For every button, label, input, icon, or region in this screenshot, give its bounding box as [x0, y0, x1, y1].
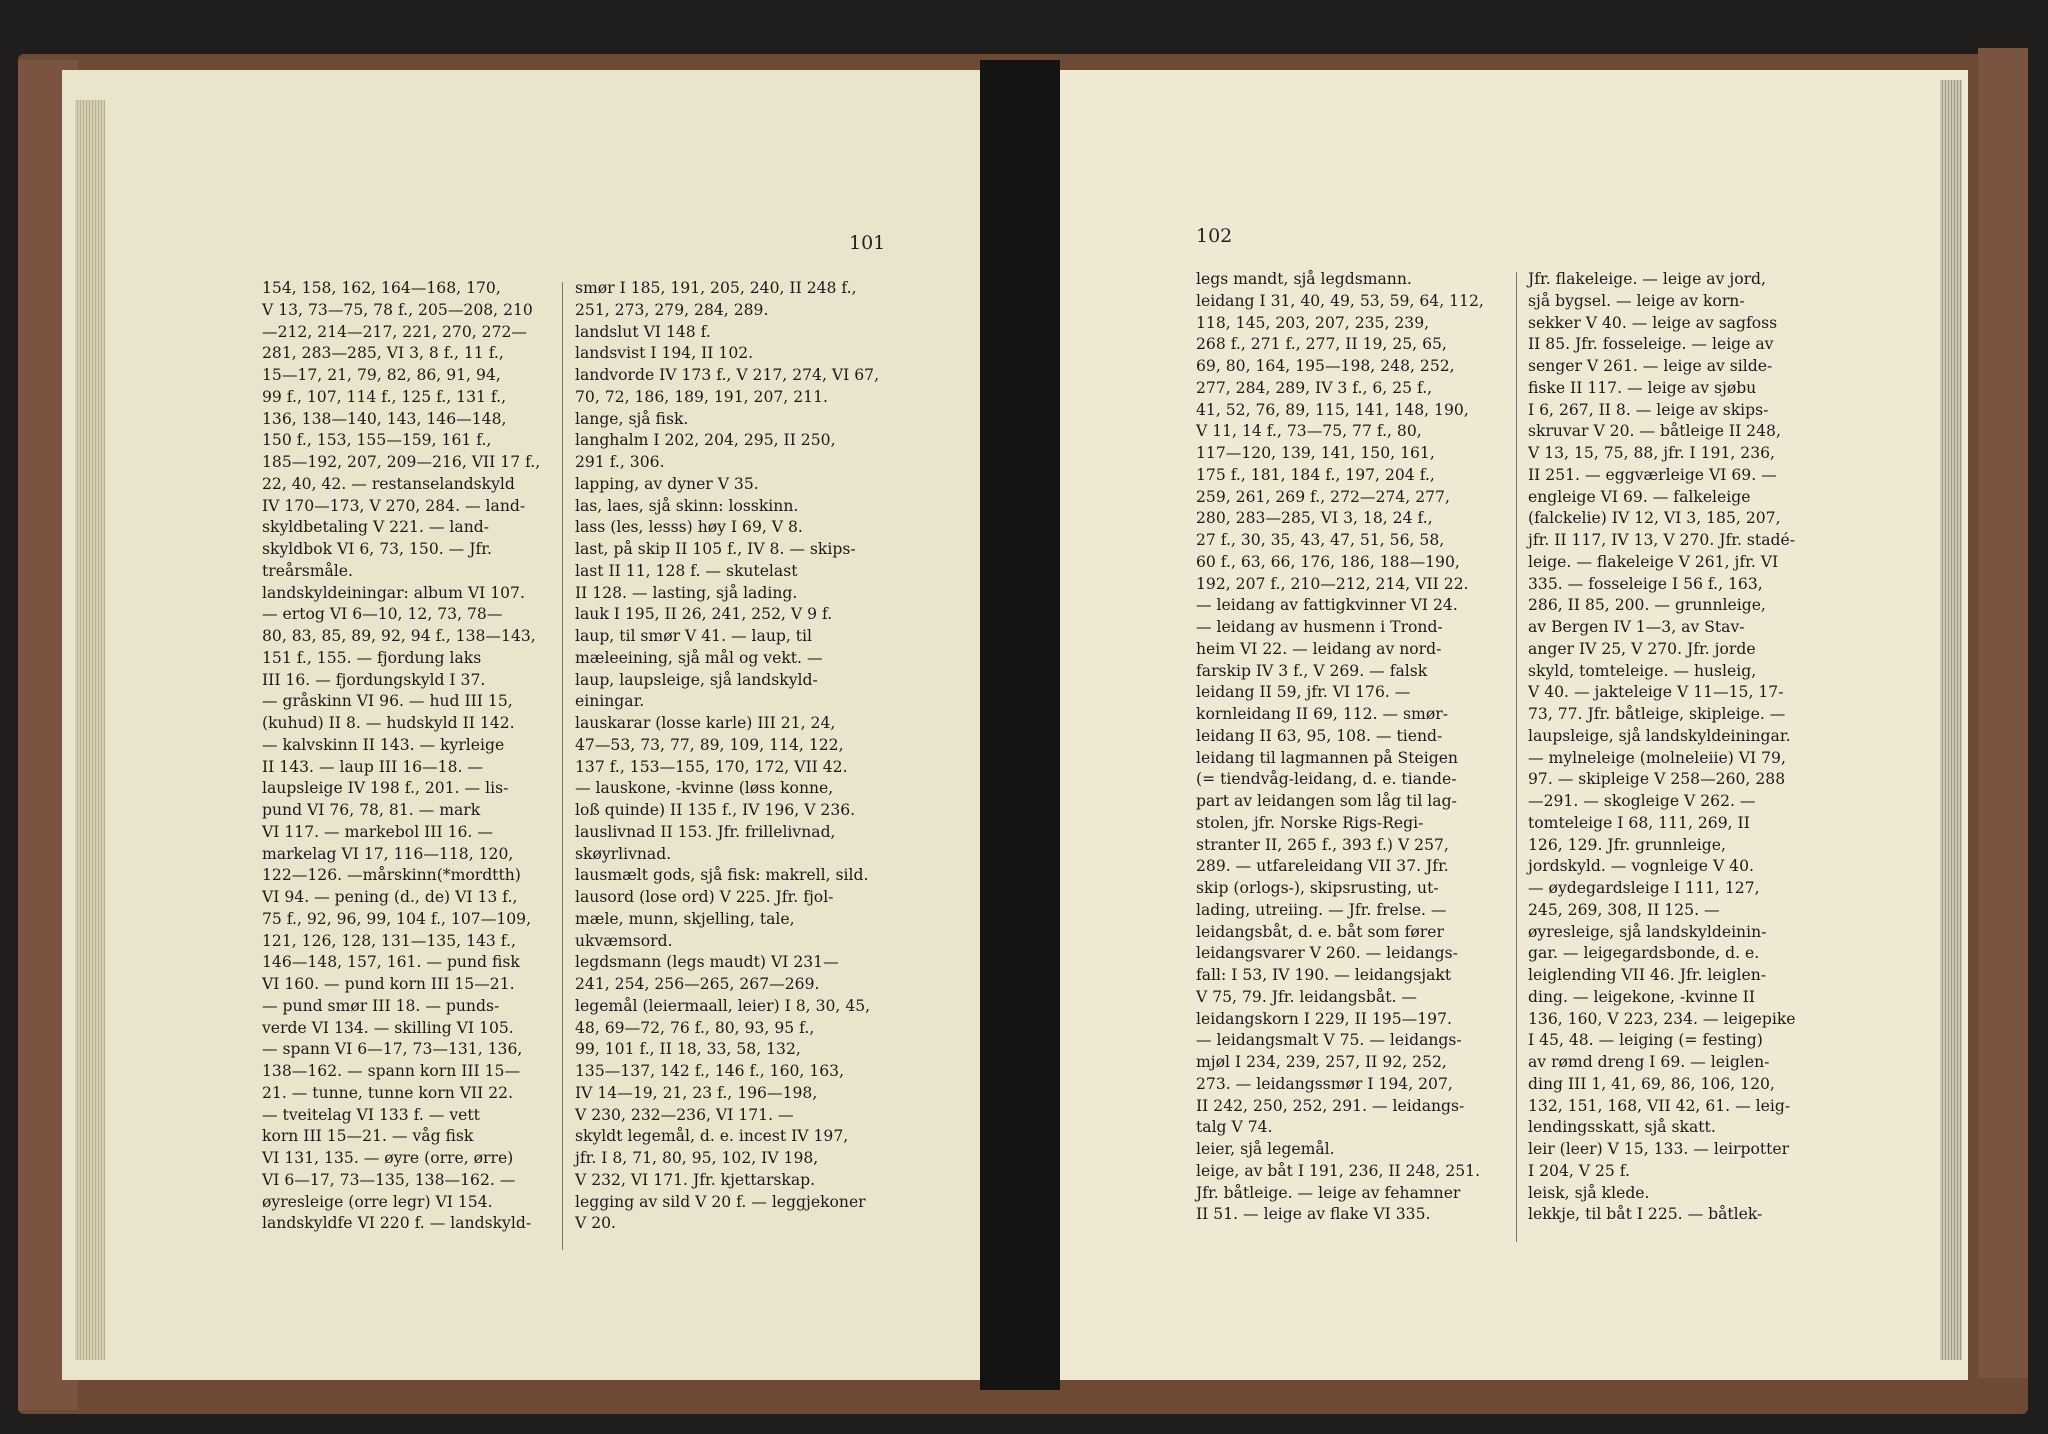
text-line: 73, 77. Jfr. båtleige, skipleige. —: [1528, 705, 1786, 723]
text-line: (= tiendvåg-leidang, d. e. tiande-: [1196, 770, 1457, 789]
text-line: 41, 52, 76, 89, 115, 141, 148, 190,: [1196, 400, 1469, 419]
text-line: anger IV 25, V 270. Jfr. jorde: [1528, 639, 1756, 658]
text-line: 281, 283—285, VI 3, 8 f., 11 f.,: [262, 344, 504, 363]
text-line: heim VI 22. — leidang av nord-: [1196, 639, 1442, 658]
text-line: 277, 284, 289, IV 3 f., 6, 25 f.,: [1196, 378, 1433, 397]
text-line: legs mandt, sjå legdsmann.: [1196, 270, 1412, 288]
text-line: leier, sjå legemål.: [1196, 1140, 1335, 1158]
text-line: II 143. — laup III 16—18. —: [262, 757, 483, 776]
text-line: jfr. II 117, IV 13, V 270. Jfr. stadé-: [1528, 531, 1795, 549]
text-line: 241, 254, 256—265, 267—269.: [575, 975, 820, 993]
text-line: smør I 185, 191, 205, 240, II 248 f.,: [575, 279, 857, 297]
text-line: 75 f., 92, 96, 99, 104 f., 107—109,: [262, 909, 532, 928]
text-line: leiglending VII 46. Jfr. leiglen-: [1528, 966, 1767, 984]
text-line: leidang I 31, 40, 49, 53, 59, 64, 112,: [1196, 291, 1484, 310]
text-line: V 40. — jakteleige V 11—15, 17-: [1528, 683, 1784, 702]
text-line: mæle, munn, skjelling, tale,: [575, 909, 795, 928]
text-line: fall: I 53, IV 190. — leidangsjakt: [1196, 966, 1452, 984]
page-number-right: 102: [1196, 225, 1233, 247]
text-line: ding III 1, 41, 69, 86, 106, 120,: [1528, 1074, 1775, 1093]
text-line: 22, 40, 42. — restanselandskyld: [262, 474, 515, 493]
text-line: 138—162. — spann korn III 15—: [262, 1062, 521, 1080]
text-line: I 6, 267, II 8. — leige av skips-: [1528, 400, 1769, 419]
text-line: skyldt legemål, d. e. incest IV 197,: [575, 1127, 849, 1146]
text-line: last II 11, 128 f. — skutelast: [575, 561, 798, 580]
text-line: — gråskinn VI 96. — hud III 15,: [262, 692, 513, 711]
text-line: — tveitelag VI 133 f. — vett: [262, 1105, 480, 1124]
text-line: leidangsvarer V 260. — leidangs-: [1196, 944, 1458, 963]
text-line: landskyldfe VI 220 f. — landskyld-: [262, 1214, 532, 1233]
text-line: øyresleige, sjå landskyldeinin-: [1528, 922, 1767, 941]
text-line: 132, 151, 168, VII 42, 61. — leig-: [1528, 1096, 1791, 1115]
text-line: 70, 72, 186, 189, 191, 207, 211.: [575, 387, 828, 406]
text-line: 280, 283—285, VI 3, 18, 24 f.,: [1196, 509, 1433, 528]
text-line: skyldbetaling V 221. — land-: [262, 518, 489, 537]
text-line: 146—148, 157, 161. — pund fisk: [262, 953, 520, 972]
text-line: lass (les, lesss) høy I 69, V 8.: [575, 518, 803, 537]
text-line: skyld, tomteleige. — husleig,: [1528, 661, 1757, 680]
right-column-1: [1196, 269, 1484, 1226]
text-line: IV 14—19, 21, 23 f., 196—198,: [575, 1083, 818, 1102]
text-line: 118, 145, 203, 207, 235, 239,: [1196, 313, 1430, 332]
text-line: —212, 214—217, 221, 270, 272—: [262, 322, 528, 341]
text-line: leir (leer) V 15, 133. — leirpotter: [1528, 1140, 1790, 1158]
text-line: ding. — leigekone, -kvinne II: [1528, 987, 1756, 1006]
text-line: av rømd dreng I 69. — leiglen-: [1528, 1053, 1770, 1071]
text-line: V 13, 15, 75, 88, jfr. I 191, 236,: [1528, 444, 1776, 462]
text-line: leidangskorn I 229, II 195—197.: [1196, 1009, 1452, 1028]
text-line: V 20.: [575, 1214, 617, 1233]
text-line: VI 6—17, 73—135, 138—162. —: [262, 1170, 516, 1189]
cover-edge-right: [1978, 48, 2028, 1378]
text-line: sjå bygsel. — leige av korn-: [1528, 291, 1745, 310]
text-line: laupsleige, sjå landskyldeiningar.: [1528, 726, 1791, 745]
text-line: leidang til lagmannen på Steigen: [1196, 748, 1458, 767]
text-line: leige. — flakeleige V 261, jfr. VI: [1528, 552, 1779, 571]
text-line: III 16. — fjordungskyld I 37.: [262, 670, 486, 689]
text-line: gar. — leigegardsbonde, d. e.: [1528, 944, 1760, 963]
text-line: — kalvskinn II 143. — kyrleige: [262, 735, 505, 754]
text-line: Jfr. flakeleige. — leige av jord,: [1528, 270, 1766, 288]
text-line: 27 f., 30, 35, 43, 47, 51, 56, 58,: [1196, 531, 1445, 549]
text-line: fiske II 117. — leige av sjøbu: [1528, 378, 1757, 397]
text-line: 47—53, 73, 77, 89, 109, 114, 122,: [575, 735, 844, 754]
text-line: — leidang av husmenn i Trond-: [1196, 618, 1443, 636]
text-line: las, laes, sjå skinn: losskinn.: [575, 496, 799, 515]
text-line: 185—192, 207, 209—216, VII 17 f.,: [262, 453, 541, 471]
text-line: 289. — utfareleidang VII 37. Jfr.: [1196, 857, 1449, 876]
text-line: — lauskone, -kvinne (løss konne,: [575, 779, 834, 798]
text-line: 80, 83, 85, 89, 92, 94 f., 138—143,: [262, 627, 536, 645]
text-line: V 13, 73—75, 78 f., 205—208, 210: [262, 300, 533, 319]
text-line: landskyldeiningar: album VI 107.: [262, 583, 525, 602]
text-line: legging av sild V 20 f. — leggjekoner: [575, 1192, 866, 1211]
text-line: leidangsbåt, d. e. båt som fører: [1196, 922, 1444, 941]
text-line: verde VI 134. — skilling VI 105.: [262, 1018, 514, 1037]
text-line: last, på skip II 105 f., IV 8. — skips-: [575, 540, 856, 558]
text-line: 251, 273, 279, 284, 289.: [575, 300, 769, 319]
text-line: skip (orlogs-), skipsrusting, ut-: [1196, 879, 1439, 897]
text-line: 121, 126, 128, 131—135, 143 f.,: [262, 931, 516, 950]
text-line: leidang II 63, 95, 108. — tiend-: [1196, 726, 1443, 745]
text-line: 335. — fosseleige I 56 f., 163,: [1528, 574, 1763, 593]
text-line: stolen, jfr. Norske Rigs-Regi-: [1196, 813, 1424, 832]
text-line: loß quinde) II 135 f., IV 196, V 236.: [575, 801, 856, 819]
text-line: av Bergen IV 1—3, av Stav-: [1528, 618, 1745, 636]
text-line: øyresleige (orre legr) VI 154.: [262, 1192, 493, 1211]
text-line: leige, av båt I 191, 236, II 248, 251.: [1196, 1161, 1481, 1180]
text-line: lange, sjå fisk.: [575, 409, 689, 428]
text-line: laupsleige IV 198 f., 201. — lis-: [262, 779, 509, 798]
text-line: 268 f., 271 f., 277, II 19, 25, 65,: [1196, 335, 1447, 354]
text-line: landslut VI 148 f.: [575, 322, 711, 341]
text-line: (falckelie) IV 12, VI 3, 185, 207,: [1528, 509, 1781, 528]
text-line: — mylneleige (molneleiie) VI 79,: [1528, 748, 1786, 767]
text-line: kornleidang II 69, 112. — smør-: [1196, 705, 1448, 723]
text-line: lausord (lose ord) V 225. Jfr. fjol-: [575, 888, 834, 906]
text-line: 151 f., 155. — fjordung laks: [262, 648, 482, 667]
text-line: — øydegardsleige I 111, 127,: [1528, 879, 1760, 897]
text-line: korn III 15—21. — våg fisk: [262, 1127, 474, 1146]
text-line: 135—137, 142 f., 146 f., 160, 163,: [575, 1062, 845, 1080]
text-line: legdsmann (legs maudt) VI 231—: [575, 953, 839, 972]
text-line: skøyrlivnad.: [575, 844, 672, 863]
text-line: tomteleige I 68, 111, 269, II: [1528, 813, 1750, 832]
text-line: 286, II 85, 200. — grunnleige,: [1528, 596, 1766, 615]
text-line: 48, 69—72, 76 f., 80, 93, 95 f.,: [575, 1018, 815, 1037]
text-line: 117—120, 139, 141, 150, 161,: [1196, 444, 1435, 462]
text-line: — spann VI 6—17, 73—131, 136,: [262, 1040, 523, 1059]
text-line: 136, 160, V 223, 234. — leigepike: [1528, 1009, 1796, 1028]
text-line: lauslivnad II 153. Jfr. frillelivnad,: [575, 822, 836, 841]
text-line: 21. — tunne, tunne korn VII 22.: [262, 1083, 514, 1102]
text-line: treårsmåle.: [262, 561, 353, 580]
text-line: 259, 261, 269 f., 272—274, 277,: [1196, 487, 1450, 506]
text-line: leidang II 59, jfr. VI 176. —: [1196, 683, 1411, 702]
text-line: jordskyld. — vognleige V 40.: [1528, 857, 1754, 876]
text-line: lading, utreiing. — Jfr. frelse. —: [1196, 900, 1447, 919]
text-line: II 85. Jfr. fosseleige. — leige av: [1528, 335, 1774, 354]
right-column-2: [1528, 269, 1796, 1226]
text-line: Jfr. båtleige. — leige av fehamner: [1196, 1183, 1461, 1202]
text-line: I 45, 48. — leiging (= festing): [1528, 1031, 1763, 1050]
text-line: VI 160. — pund korn III 15—21.: [262, 975, 515, 993]
text-line: — ertog VI 6—10, 12, 73, 78—: [262, 605, 503, 624]
text-line: leisk, sjå klede.: [1528, 1183, 1650, 1202]
text-line: 60 f., 63, 66, 176, 186, 188—190,: [1196, 552, 1460, 571]
text-line: laup, til smør V 41. — laup, til: [575, 627, 812, 645]
text-line: VI 94. — pening (d., de) VI 13 f.,: [262, 888, 518, 906]
text-line: landsvist I 194, II 102.: [575, 344, 754, 363]
text-line: —291. — skogleige V 262. —: [1528, 792, 1756, 810]
left-column-1: [262, 278, 540, 1235]
text-line: 245, 269, 308, II 125. —: [1528, 900, 1720, 919]
text-line: V 230, 232—236, VI 171. —: [575, 1105, 794, 1124]
text-line: — leidang av fattigkvinner VI 24.: [1196, 596, 1458, 615]
text-line: 137 f., 153—155, 170, 172, VII 42.: [575, 757, 848, 776]
text-line: II 242, 250, 252, 291. — leidangs-: [1196, 1096, 1465, 1115]
text-line: skruvar V 20. — båtleige II 248,: [1528, 422, 1781, 441]
text-line: part av leidangen som låg til lag-: [1196, 792, 1457, 810]
text-line: 99 f., 107, 114 f., 125 f., 131 f.,: [262, 387, 507, 406]
text-line: lauskarar (losse karle) III 21, 24,: [575, 714, 836, 732]
text-line: (kuhud) II 8. — hudskyld II 142.: [262, 714, 515, 732]
text-line: VI 117. — markebol III 16. —: [262, 822, 493, 841]
text-line: mjøl I 234, 239, 257, II 92, 252,: [1196, 1053, 1447, 1071]
text-line: 150 f., 153, 155—159, 161 f.,: [262, 431, 492, 450]
text-line: langhalm I 202, 204, 295, II 250,: [575, 431, 836, 450]
page-edges-right: [1940, 80, 1962, 1360]
text-line: 291 f., 306.: [575, 453, 665, 471]
text-line: IV 170—173, V 270, 284. — land-: [262, 496, 526, 515]
text-line: farskip IV 3 f., V 269. — falsk: [1196, 661, 1428, 680]
text-line: 99, 101 f., II 18, 33, 58, 132,: [575, 1040, 801, 1059]
text-line: 69, 80, 164, 195—198, 248, 252,: [1196, 357, 1455, 375]
text-line: sekker V 40. — leige av sagfoss: [1528, 313, 1778, 332]
text-line: 126, 129. Jfr. grunnleige,: [1528, 835, 1726, 854]
text-line: 154, 158, 162, 164—168, 170,: [262, 279, 501, 297]
book-gutter: [980, 60, 1060, 1390]
text-line: II 51. — leige av flake VI 335.: [1196, 1205, 1431, 1224]
text-line: markelag VI 17, 116—118, 120,: [262, 844, 514, 863]
text-line: I 204, V 25 f.: [1528, 1161, 1630, 1180]
text-line: V 75, 79. Jfr. leidangsbåt. —: [1196, 987, 1417, 1006]
text-line: II 251. — eggværleige VI 69. —: [1528, 465, 1777, 484]
text-line: lekkje, til båt I 225. — båtlek-: [1528, 1205, 1763, 1224]
text-line: 122—126. —mårskinn(*mordtth): [262, 866, 521, 885]
text-line: senger V 261. — leige av silde-: [1528, 357, 1773, 375]
text-line: V 232, VI 171. Jfr. kjettarskap.: [575, 1170, 816, 1189]
text-line: skyldbok VI 6, 73, 150. — Jfr.: [262, 540, 492, 558]
text-line: 192, 207 f., 210—212, 214, VII 22.: [1196, 574, 1469, 593]
text-line: — pund smør III 18. — punds-: [262, 996, 500, 1015]
text-line: talg V 74.: [1196, 1118, 1273, 1137]
text-line: lendingsskatt, sjå skatt.: [1528, 1118, 1716, 1137]
text-line: VI 131, 135. — øyre (orre, ørre): [262, 1149, 514, 1167]
text-line: stranter II, 265 f., 393 f.) V 257,: [1196, 835, 1449, 854]
column-divider-right: [1516, 272, 1517, 1242]
text-line: ukvæmsord.: [575, 931, 673, 950]
text-line: 175 f., 181, 184 f., 197, 204 f.,: [1196, 465, 1435, 484]
text-line: V 11, 14 f., 73—75, 77 f., 80,: [1196, 422, 1422, 441]
text-line: einingar.: [575, 692, 645, 711]
text-line: 136, 138—140, 143, 146—148,: [262, 409, 507, 428]
text-line: II 128. — lasting, sjå lading.: [575, 583, 798, 602]
text-line: legemål (leiermaall, leier) I 8, 30, 45,: [575, 996, 871, 1015]
page-edges-left: [75, 100, 105, 1360]
text-line: engleige VI 69. — falkeleige: [1528, 487, 1751, 506]
text-line: lapping, av dyner V 35.: [575, 474, 759, 493]
text-line: jfr. I 8, 71, 80, 95, 102, IV 198,: [575, 1149, 819, 1167]
text-line: landvorde IV 173 f., V 217, 274, VI 67,: [575, 366, 880, 384]
text-line: 273. — leidangssmør I 194, 207,: [1196, 1074, 1453, 1093]
page-number-left: 101: [849, 232, 886, 254]
text-line: lausmælt gods, sjå fisk: makrell, sild.: [575, 866, 869, 885]
left-column-2: [575, 278, 879, 1235]
text-line: 15—17, 21, 79, 82, 86, 91, 94,: [262, 366, 501, 384]
text-line: 97. — skipleige V 258—260, 288: [1528, 770, 1786, 789]
column-divider-left: [562, 282, 563, 1250]
text-line: laup, laupsleige, sjå landskyld-: [575, 670, 818, 689]
text-line: mæleeining, sjå mål og vekt. —: [575, 648, 823, 667]
right-page: [1028, 70, 1968, 1380]
text-line: lauk I 195, II 26, 241, 252, V 9 f.: [575, 605, 833, 624]
text-line: pund VI 76, 78, 81. — mark: [262, 801, 481, 819]
text-line: — leidangsmalt V 75. — leidangs-: [1196, 1031, 1462, 1050]
